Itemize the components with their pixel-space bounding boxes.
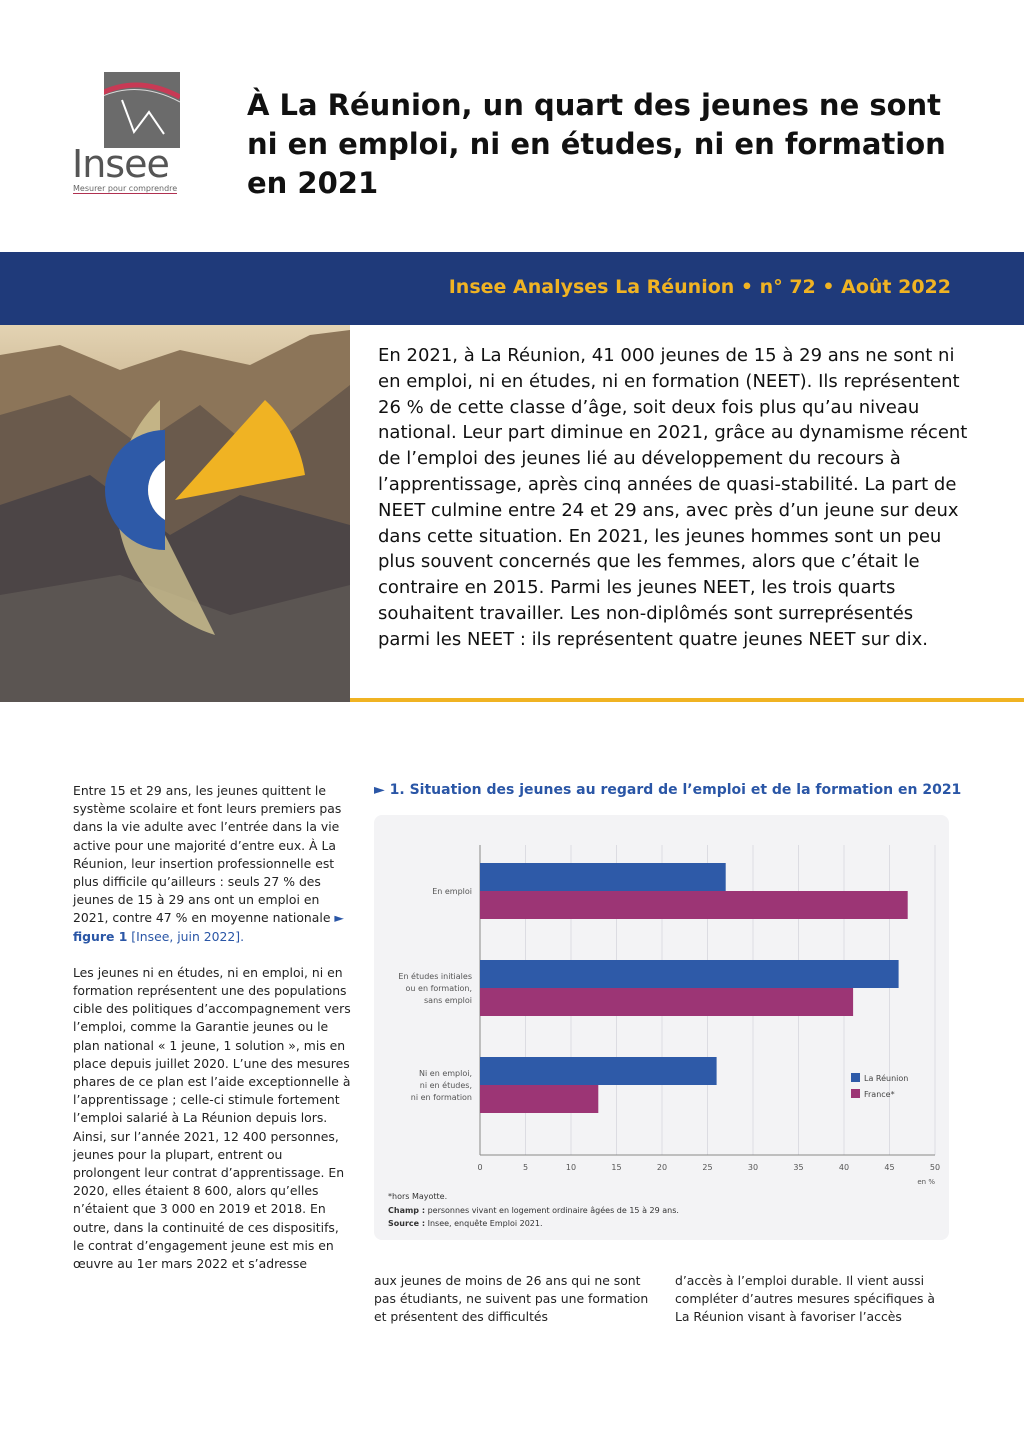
x-tick-label: 0 [477, 1163, 483, 1172]
summary-text: En 2021, à La Réunion, 41 000 jeunes de 15 à 29 ans ne sont ni en emploi, ni en études, ni en formation (NEET). Ils représentent 26 % de cette classe d’âge, soit deux fois plus qu’au niveau national. Leur part diminue en 2021, grâce au dynamisme récent de l’emploi des jeunes lié au développement du recours à l’apprentissage, après cinq années de quasi-stabilité. La part de NEET culmine entre 24 et 29 ans, avec près d’un jeune sur deux dans cette situation. En 2021, les jeunes hommes sont un peu plus souvent concernés que les femmes, alors que c’était le contraire en 2015. Parmi les jeunes NEET, les trois quarts souhaitent travailler. Les non-diplômés sont surreprésentés parmi les NEET : ils représentent quatre jeunes NEET sur dix. [378, 345, 968, 650]
figure-1-link[interactable]: ► figure 1 [73, 910, 344, 944]
bar-reunion [480, 1057, 717, 1085]
x-tick-label: 50 [929, 1163, 941, 1172]
body-paragraph-1: Entre 15 et 29 ans, les jeunes quittent le système scolaire et font leurs premiers pas dans la vie adulte avec l’entrée dans la vie active pour une majorité d’entre eux. À La Réunion, leur insertion professionnelle est plus difficile qu’ailleurs : seuls 27 % des jeunes de 15 à 29 ans ont un emploi en 2021, contre 47 % en moyenne nationale ► figure 1 [Insee, juin 2022]. [73, 783, 344, 944]
x-tick-label: 10 [565, 1163, 577, 1172]
body-column-2: aux jeunes de moins de 26 ans qui ne sont pas étudiants, ne suivent pas une formation et présentent des difficultés [374, 1273, 649, 1325]
note-star: *hors Mayotte. [388, 1192, 448, 1201]
x-tick-label: 5 [522, 1163, 529, 1172]
x-unit-label: en % [917, 1178, 935, 1186]
summary-divider [350, 698, 1024, 702]
bar-france [480, 1085, 598, 1113]
category-label: Ni en emploi, [419, 1069, 472, 1078]
category-label: sans emploi [424, 996, 472, 1005]
x-tick-label: 15 [611, 1163, 622, 1172]
citation-link[interactable]: [Insee, juin 2022]. [131, 928, 245, 944]
page-title: À La Réunion, un quart des jeunes ne sont ni en emploi, ni en études, ni en formation en 2021 [247, 88, 946, 200]
hero-illustration [0, 325, 350, 702]
note-source: Source : Insee, enquête Emploi 2021. [388, 1219, 543, 1228]
x-tick-label: 25 [702, 1163, 713, 1172]
logo-mark-icon [104, 72, 180, 148]
bar-france [480, 988, 853, 1016]
bar-france [480, 891, 908, 919]
body-column-1 [73, 782, 353, 1291]
x-tick-label: 20 [656, 1163, 668, 1172]
category-label: En emploi [432, 887, 472, 896]
publication-banner [0, 252, 1024, 325]
legend-swatch [851, 1073, 860, 1082]
bar-reunion [480, 960, 899, 988]
x-tick-label: 35 [793, 1163, 804, 1172]
category-label: ni en formation [410, 1093, 472, 1102]
legend-label: France* [864, 1090, 895, 1099]
x-tick-label: 30 [747, 1163, 759, 1172]
body-column-3: d’accès à l’emploi durable. Il vient aussi compléter d’autres mesures spécifiques à La Réunion visant à favoriser l’accès [675, 1273, 936, 1325]
bar-reunion [480, 863, 726, 891]
figure-notes [388, 1190, 888, 1231]
logo-wordmark: Insee [72, 142, 169, 186]
logo-tagline: Mesurer pour comprendre [73, 184, 178, 193]
publication-reference: Insee Analyses La Réunion • n° 72 • Août 2022 [448, 276, 951, 298]
figure-title: ► 1. Situation des jeunes au regard de l’emploi et de la formation en 2021 [374, 782, 962, 798]
x-tick-label: 45 [884, 1163, 895, 1172]
note-champ: Champ : personnes vivant en logement ordinaire âgées de 15 à 29 ans. [388, 1205, 679, 1215]
body-paragraph-2: Les jeunes ni en études, ni en emploi, ni en formation représentent une des populations cible des politiques d’accompagnement vers l’emploi, comme la Garantie jeunes ou le plan national « 1 jeune, 1 solution », mis en place depuis juillet 2020. L’une des mesures phares de ce plan est l’aide exceptionnelle à l’apprentissage ; celle-ci stimule fortement l’emploi salarié à La Réunion depuis lors. Ainsi, sur l’année 2021, 12 400 personnes, jeunes pour la plupart, entrent ou prolongent leur contrat d’apprentissage. En 2020, elles étaient 8 600, alors qu’elles n’étaient que 3 000 en 2019 et 2018. En outre, dans la continuité de ces dispositifs, le contrat d’engagement jeune est mis en œuvre au 1er mars 2022 et s’adresse [73, 964, 351, 1272]
category-label: ni en études, [419, 1081, 472, 1090]
legend-swatch [851, 1089, 860, 1098]
category-label: En études initiales [398, 972, 472, 981]
category-label: ou en formation, [405, 984, 472, 993]
legend-label: La Réunion [864, 1074, 909, 1083]
bar-chart [374, 815, 949, 1190]
insee-logo [72, 72, 182, 197]
x-tick-label: 40 [838, 1163, 850, 1172]
